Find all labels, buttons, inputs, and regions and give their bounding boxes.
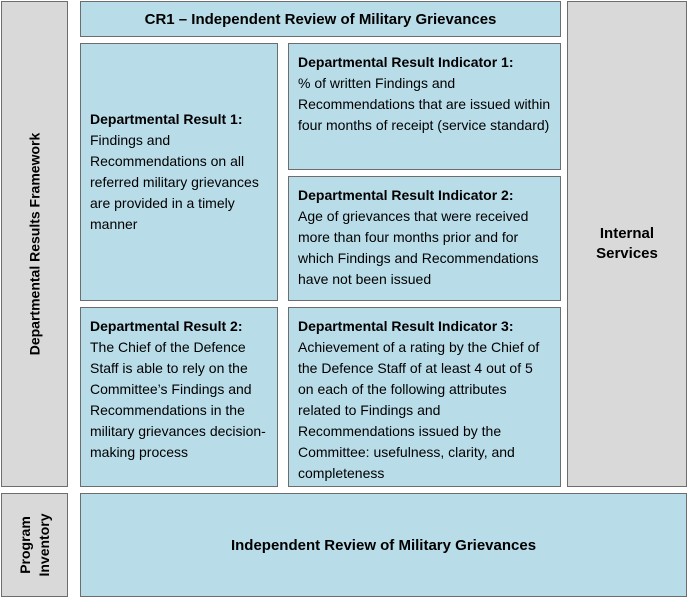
core-responsibility-box [80, 1, 561, 37]
framework-label: Departmental Results Framework [26, 132, 42, 356]
departmental-result-2-text: The Chief of the Defence Staff is able to rely on the Committee’s Findings and Recommendations in the military grievances decision-making process [90, 339, 266, 460]
result-indicator-1-text: % of written Findings and Recommendations that are issued within four months of receipt (service standard) [298, 75, 551, 133]
result-indicator-2-text: Age of grievances that were received more than four months prior and for which Findings and Recommendations have not been issued [298, 208, 539, 287]
core-responsibility-title: CR1 – Independent Review of Military Grievances [144, 10, 497, 28]
internal-services-line-1: Internal [599, 225, 655, 242]
departmental-result-2-heading: Departmental Result 2: [90, 318, 243, 334]
result-indicator-2 [288, 176, 561, 301]
internal-services-line-2: Services [596, 245, 658, 262]
result-indicator-1 [288, 43, 561, 170]
internal-services-box [567, 1, 687, 487]
internal-services-label [596, 224, 658, 264]
result-indicator-3-heading: Departmental Result Indicator 3: [298, 318, 514, 334]
departmental-result-1-content [81, 109, 277, 235]
program-inventory-line-1: Program [16, 516, 33, 574]
result-indicator-2-heading: Departmental Result Indicator 2: [298, 187, 514, 203]
departmental-result-1-heading: Departmental Result 1: [90, 111, 243, 127]
result-indicator-1-heading: Departmental Result Indicator 1: [298, 54, 514, 70]
program-inventory-line-2: Inventory [35, 513, 52, 577]
result-indicator-3-text: Achievement of a rating by the Chief of the Defence Staff of at least 4 out of 5 on each of the following attributes related to Findings and Recommendations issued by the Committee: usefulness, clarity, and completeness [298, 339, 540, 481]
program-title: Independent Review of Military Grievances [230, 536, 537, 554]
program-inventory-label [16, 513, 54, 576]
departmental-result-1 [80, 43, 278, 301]
result-indicator-3 [288, 307, 561, 487]
departmental-result-1-text: Findings and Recommendations on all referred military grievances are provided in a timely manner [90, 132, 259, 232]
departmental-result-2 [80, 307, 278, 487]
program-inventory-column [1, 493, 68, 597]
framework-column [1, 1, 68, 487]
program-box [80, 493, 687, 597]
